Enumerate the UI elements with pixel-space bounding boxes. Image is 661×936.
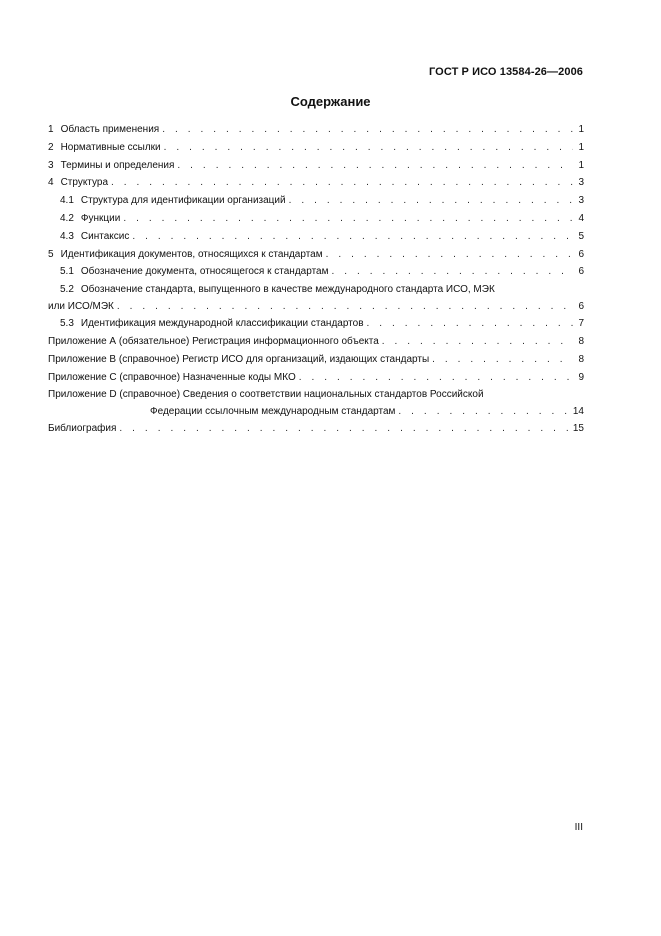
toc-entry-title: Область применения xyxy=(60,124,160,135)
toc-entry-title: Нормативные ссылки xyxy=(60,141,161,153)
toc-entry-page: 15 xyxy=(572,423,584,435)
toc-entry-title: Структура xyxy=(60,177,109,189)
toc-entry-title: Приложение В (справочное) Регистр ИСО для организаций, издающих стандарты xyxy=(48,353,430,365)
toc-entry-page: 8 xyxy=(578,353,584,365)
toc-entry-number: 4 xyxy=(48,177,54,189)
dot-leader xyxy=(398,403,569,420)
toc-entry-page: 6 xyxy=(578,248,584,260)
toc-entry-number: 4.1 xyxy=(60,195,74,207)
toc-entry-number: 1 xyxy=(48,124,54,135)
table-of-contents xyxy=(48,121,584,438)
toc-entry-number: 5.1 xyxy=(60,266,74,278)
toc-entry-title: Синтаксис xyxy=(80,230,130,242)
toc-entry[interactable] xyxy=(48,210,584,228)
dot-leader xyxy=(326,246,573,263)
toc-entry-title-line2: или ИСО/МЭК xyxy=(48,301,114,313)
toc-entry-page: 1 xyxy=(578,159,584,171)
toc-entry-title-line2: Федерации ссылочным международным стандартам xyxy=(150,406,396,418)
toc-entry-number: 5 xyxy=(48,248,54,260)
toc-entry-annex[interactable] xyxy=(48,386,584,420)
dot-leader xyxy=(119,420,569,437)
toc-entry-title: Функции xyxy=(80,212,121,224)
toc-entry-page: 4 xyxy=(578,212,584,224)
toc-entry[interactable] xyxy=(48,246,584,264)
dot-leader xyxy=(164,139,573,156)
toc-entry-number: 5.2 xyxy=(60,284,74,296)
dot-leader xyxy=(331,263,573,280)
toc-entry-page: 9 xyxy=(578,371,584,383)
toc-entry[interactable] xyxy=(48,228,584,246)
toc-entry-title-line1: Обозначение стандарта, выпущенного в качестве международного стандарта ИСО, МЭК xyxy=(80,284,495,296)
toc-entry[interactable] xyxy=(48,315,584,333)
dot-leader xyxy=(162,121,573,138)
dot-leader xyxy=(289,192,573,209)
toc-entry-annex[interactable] xyxy=(48,351,584,369)
dot-leader xyxy=(117,298,573,315)
toc-title: Содержание xyxy=(290,94,371,109)
toc-entry-title: Идентификация документов, относящихся к стандартам xyxy=(60,248,323,260)
toc-entry-page: 5 xyxy=(578,230,584,242)
toc-entry-annex[interactable] xyxy=(48,369,584,387)
toc-entry-annex[interactable] xyxy=(48,333,584,351)
toc-entry-page: 1 xyxy=(578,124,584,135)
toc-entry[interactable] xyxy=(48,121,584,139)
dot-leader xyxy=(123,210,573,227)
dot-leader xyxy=(432,351,573,368)
toc-entry[interactable] xyxy=(48,157,584,175)
toc-entry-title: Термины и определения xyxy=(60,159,175,171)
toc-entry-number: 3 xyxy=(48,159,54,171)
toc-entry-page: 6 xyxy=(578,266,584,278)
toc-entry-page: 8 xyxy=(578,335,584,347)
toc-entry[interactable] xyxy=(48,139,584,157)
toc-entry[interactable] xyxy=(48,263,584,281)
toc-entry-page: 14 xyxy=(572,406,584,418)
toc-entry[interactable] xyxy=(48,281,584,315)
toc-entry[interactable] xyxy=(48,192,584,210)
toc-entry-number: 4.2 xyxy=(60,212,74,224)
toc-entry-page: 3 xyxy=(578,195,584,207)
dot-leader xyxy=(132,228,573,245)
toc-entry-number: 5.3 xyxy=(60,318,74,330)
document-code: ГОСТ Р ИСО 13584-26—2006 xyxy=(428,66,583,78)
dot-leader xyxy=(177,157,573,174)
toc-entry-page: 6 xyxy=(578,301,584,313)
toc-entry-title: Идентификация международной классификации стандартов xyxy=(80,318,364,330)
dot-leader xyxy=(299,369,573,386)
toc-entry[interactable] xyxy=(48,174,584,192)
toc-entry-number: 2 xyxy=(48,141,54,153)
toc-entry-title: Обозначение документа, относящегося к стандартам xyxy=(80,266,329,278)
toc-entry-page: 1 xyxy=(578,141,584,153)
toc-entry-bibliography[interactable] xyxy=(48,420,584,438)
toc-entry-title: Приложение А (обязательное) Регистрация информационного объекта xyxy=(48,335,379,347)
toc-entry-title: Библиография xyxy=(48,423,117,435)
dot-leader xyxy=(111,174,573,191)
toc-entry-page: 7 xyxy=(578,318,584,330)
toc-entry-title: Приложение С (справочное) Назначенные коды МКО xyxy=(48,371,296,383)
dot-leader xyxy=(382,333,573,350)
toc-entry-title-line1: Приложение D (справочное) Сведения о соответствии национальных стандартов Российской xyxy=(48,389,484,401)
toc-entry-title: Структура для идентификации организаций xyxy=(80,195,286,207)
toc-entry-page: 3 xyxy=(578,177,584,189)
page-number: III xyxy=(574,822,583,833)
toc-entry-number: 4.3 xyxy=(60,230,74,242)
dot-leader xyxy=(367,315,573,332)
